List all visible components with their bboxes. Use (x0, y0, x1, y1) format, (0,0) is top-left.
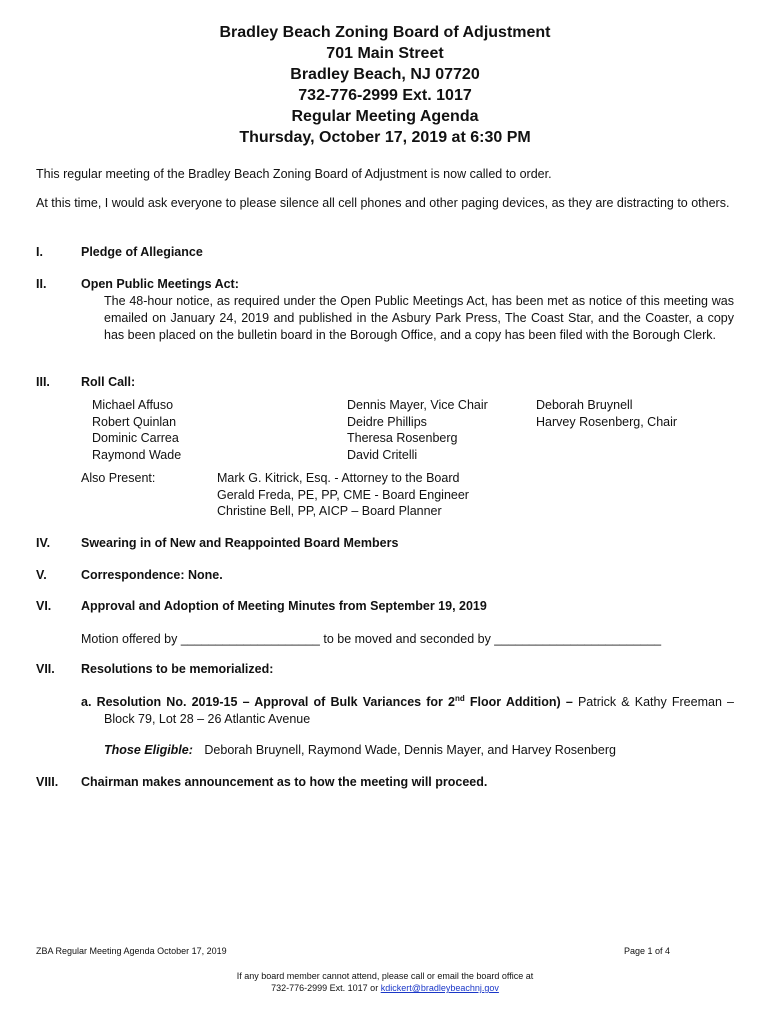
roll-call-column-3 (536, 397, 677, 430)
item-title: Swearing in of New and Reappointed Board Members (81, 536, 399, 550)
resolution-item (81, 694, 734, 728)
resolution-applicant: Patrick & Kathy Freeman – Block 79, Lot 28 – 26 Atlantic Avenue (104, 695, 734, 726)
resolution-title: a. Resolution No. 2019-15 – Approval of Bulk Variances for 2 (81, 695, 455, 709)
also-present-list (217, 470, 469, 520)
footer-phone: 732-776-2999 Ext. 1017 or (271, 983, 381, 993)
item-title: Roll Call: (81, 375, 136, 389)
footer-document-title: ZBA Regular Meeting Agenda October 17, 2019 (36, 946, 227, 956)
item-number: III. (36, 375, 50, 389)
item-title: Open Public Meetings Act: (81, 277, 239, 291)
item-number: II. (36, 277, 47, 291)
motion-line: Motion offered by ____________________ to be moved and seconded by ________________________ (81, 632, 662, 646)
email-link[interactable]: kdickert@bradleybeachnj.gov (380, 983, 499, 993)
intro-silence-phones: At this time, I would ask everyone to please silence all cell phones and other paging devices, as they are distracting to others. (36, 196, 730, 210)
opma-notice-text: The 48-hour notice, as required under the Open Public Meetings Act, has been met as notice of this meeting was emailed on January 24, 2019 and published in the Asbury Park Press, The Coast Star, and the Coaster, a copy has been placed on the bulletin board in the Borough Office, and a copy has been filed with the Borough Clerk. (104, 294, 734, 342)
board-member: Robert Quinlan (92, 414, 177, 429)
eligible-members: Deborah Bruynell, Raymond Wade, Dennis Mayer, and Harvey Rosenberg (204, 743, 616, 757)
item-title: Chairman makes announcement as to how the meeting will proceed. (81, 775, 488, 789)
board-member: Deborah Bruynell (536, 398, 633, 412)
header-board-name: Bradley Beach Zoning Board of Adjustment (219, 24, 551, 41)
footer-note-line2 (0, 982, 770, 994)
footer-contact-note (0, 970, 770, 994)
roll-call-column-1 (92, 397, 181, 463)
intro-call-to-order: This regular meeting of the Bradley Beach Zoning Board of Adjustment is now called to order. (36, 167, 552, 181)
staff-member: Mark G. Kitrick, Esq. - Attorney to the Board (217, 471, 460, 485)
item-number: VIII. (36, 775, 59, 789)
header-address: 701 Main Street (326, 45, 444, 62)
board-member: Deidre Phillips (347, 414, 427, 429)
board-member: David Critelli (347, 447, 418, 462)
item-number: VI. (36, 599, 52, 613)
board-member: Raymond Wade (92, 447, 182, 462)
board-member: Michael Affuso (92, 398, 174, 412)
header-city: Bradley Beach, NJ 07720 (290, 66, 480, 83)
header-agenda-type: Regular Meeting Agenda (291, 108, 479, 125)
also-present-label: Also Present: (81, 471, 156, 485)
staff-member: Christine Bell, PP, AICP – Board Planner (217, 504, 442, 518)
ordinal-suffix: nd (455, 693, 465, 703)
eligible-label: Those Eligible: (104, 743, 193, 757)
item-title: Correspondence: None. (81, 568, 223, 582)
item-number: VII. (36, 662, 55, 676)
document-header (0, 22, 770, 148)
footer-page-number: Page 1 of 4 (624, 946, 671, 956)
item-title: Pledge of Allegiance (81, 245, 203, 259)
board-member: Theresa Rosenberg (347, 431, 458, 445)
item-number: V. (36, 568, 47, 582)
header-phone: 732-776-2999 Ext. 1017 (298, 87, 472, 104)
board-member: Dominic Carrea (92, 431, 179, 445)
item-title: Resolutions to be memorialized: (81, 662, 274, 676)
item-title: Approval and Adoption of Meeting Minutes from September 19, 2019 (81, 599, 487, 613)
staff-member: Gerald Freda, PE, PP, CME - Board Engineer (217, 487, 469, 502)
header-date: Thursday, October 17, 2019 at 6:30 PM (239, 129, 531, 146)
item-number: I. (36, 245, 43, 259)
roll-call-column-2 (347, 397, 488, 463)
item-number: IV. (36, 536, 51, 550)
eligible-line (104, 742, 616, 759)
board-member: Harvey Rosenberg, Chair (536, 414, 678, 429)
footer-note-line1: If any board member cannot attend, please call or email the board office at (236, 971, 534, 981)
resolution-title-end: Floor Addition) – (464, 695, 573, 709)
board-member: Dennis Mayer, Vice Chair (347, 398, 488, 412)
